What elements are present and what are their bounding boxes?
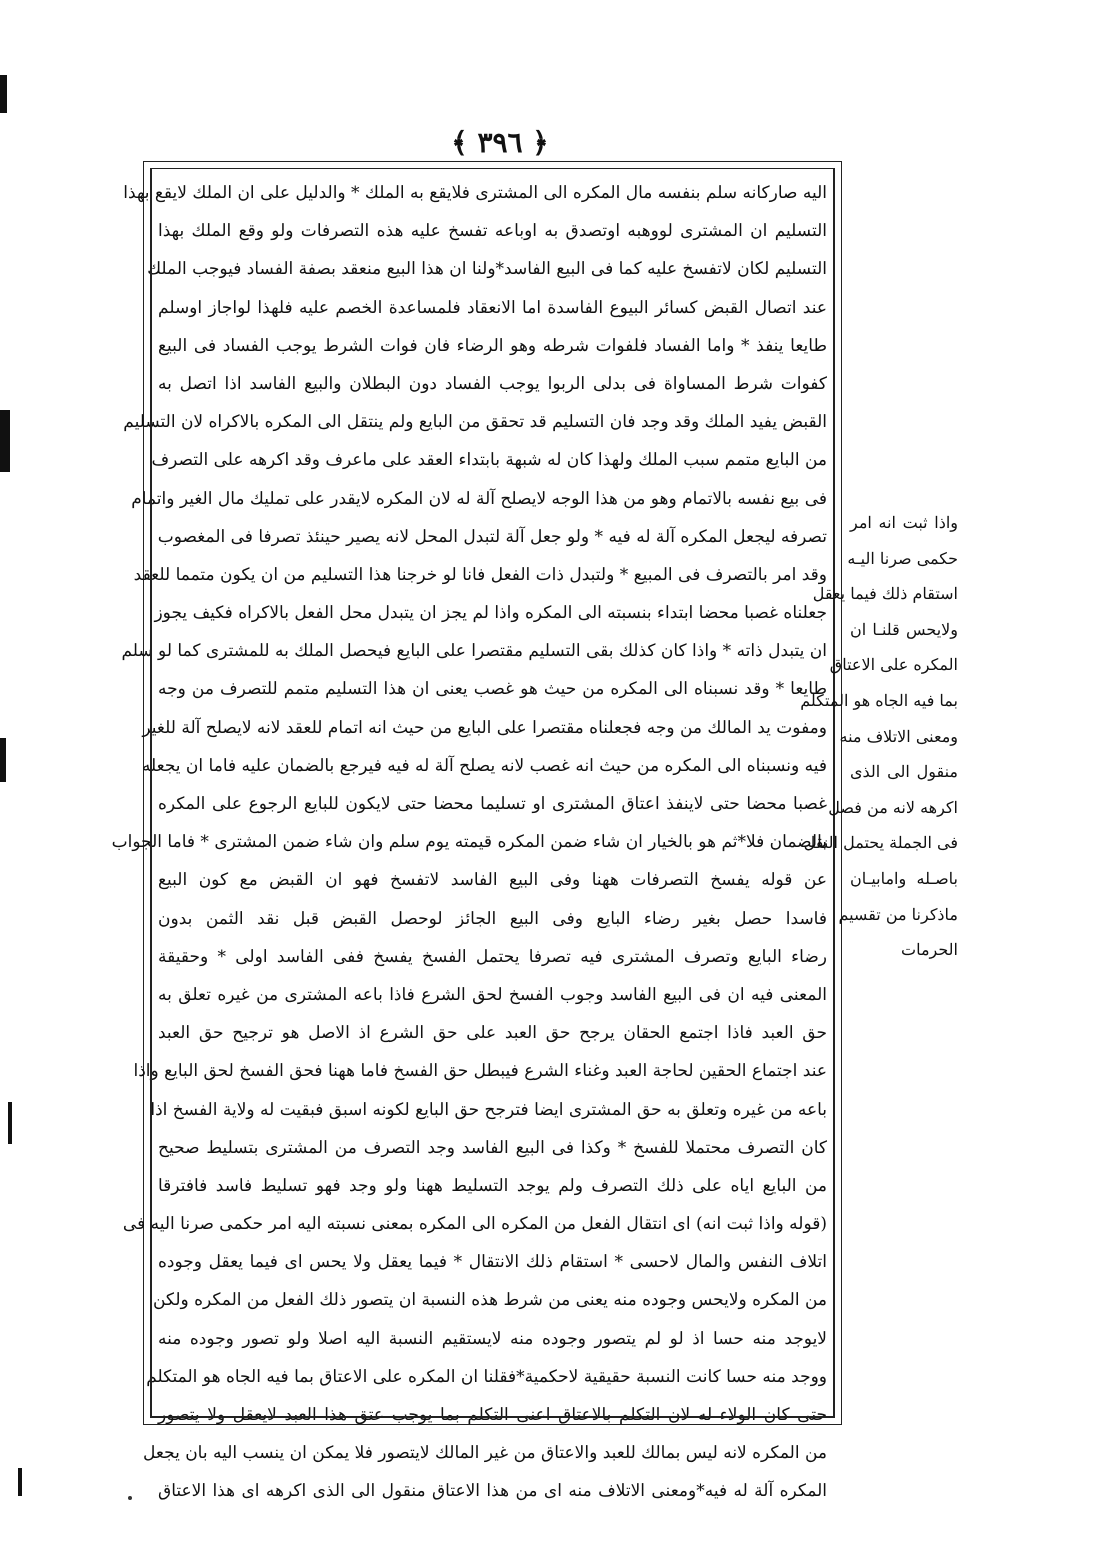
- text-line: كان التصرف محتملا للفسخ * وكذا فى البيع الفاسد وجد التصرف من المشترى بتسليط صحيح: [158, 1137, 827, 1158]
- margin-note-line: ومعنى الاتلاف منه: [839, 726, 958, 746]
- main-text-frame: [111, 161, 842, 1502]
- text-line: من البايع اياه على ذلك التصرف ولم يوجد التسليط ههنا ولو وجد فهو تسليط فاسد فافترقا: [158, 1175, 827, 1196]
- margin-note-line: ولايحس قلنـا ان: [850, 619, 958, 639]
- text-line: اتلاف النفس والمال لاحسى * استقام ذلك الانتقال * فيما يعقل ولا يحس اى فيما يعقل وجوده: [158, 1252, 827, 1273]
- text-line: من المكره ولايحس وجوده منه يعنى من شرط هذه النسبة ان يتصور ذلك الفعل من المكره ولكن: [152, 1290, 827, 1311]
- scan-edge-mark: [0, 75, 7, 113]
- scan-speck: [128, 1496, 132, 1500]
- text-line: لايوجد منه حسا اذ لو لم يتصور وجوده منه لايستقيم النسبة اليه اصلا ولو تصور وجوده منه: [158, 1328, 827, 1349]
- margin-note-line: حكمى صرنا اليـه: [847, 548, 958, 568]
- text-line: فاسدا حصل بغير رضاء البايع وفى البيع الجائز لوحصل القبض قبل نقد الثمن بدون: [158, 908, 827, 929]
- scan-edge-mark: [18, 1468, 22, 1496]
- text-line: ان يتبدل ذاته * واذا كان كذلك بقى التسليم مقتصرا على البايع فيحصل الملك به للمشترى كما لو سلم: [121, 641, 827, 662]
- text-line: التسليم ان المشترى لووهبه اوتصدق به اوباعه تفسخ عليه هذه التصرفات ولو وقع الملك بهذا: [158, 221, 827, 242]
- text-line: حق العبد فاذا اجتمع الحقان يرجح حق العبد على حق الشرع اذ الاصل هو ترجيح حق العبد: [158, 1023, 827, 1044]
- margin-note-line: منقول الى الذى: [850, 762, 958, 782]
- text-line: عند اجتماع الحقين لحاجة العبد وغناء الشرع فيبطل حق الفسخ فاما ههنا فحق الفسخ لحق البايع واذا: [133, 1061, 827, 1082]
- text-line: المعنى فيه ان فى البيع الفاسد وجوب الفسخ لحق الشرع فاذا باعه المشترى من غيره تعلق به: [158, 984, 827, 1005]
- text-line: القبض يفيد الملك وقد وجد فان التسليم قد تحقق من البايع ولم ينتقل الى المكره بالاكراه لان التسليم: [123, 412, 827, 433]
- scan-edge-mark: [0, 738, 6, 782]
- margin-note-line: واذا ثبت انه امر: [850, 513, 958, 532]
- margin-note-line: باصـله وامابيـان: [850, 868, 958, 888]
- text-line: عند اتصال القبض كسائر البيوع الفاسدة اما الانعقاد فلمساعدة الخصم عليه فلهذا لواجاز اوسلم: [158, 297, 827, 318]
- text-line: التسليم لكان لاتفسخ عليه كما فى البيع الفاسد*ولنا ان هذا البيع منعقد بصفة الفساد فيوجب الملك: [147, 259, 827, 280]
- text-line: وقد امر بالتصرف فى المبيع * ولتبدل ذات الفعل فانا لو خرجنا هذا التسليم من ان يكون متمما للعقد: [133, 564, 827, 585]
- text-line: (قوله واذا ثبت انه) اى انتقال الفعل من المكره الى المكره بمعنى نسبته اليه امر حكمى صرنا اليه فى: [122, 1214, 827, 1235]
- text-line: تصرفه ليجعل المكره آلة له فيه * ولو جعل آلة لتبدل المحل لانه يصير حينئذ تصرفا فى المغصوب: [157, 526, 827, 547]
- text-line: ومفوت يد المالك من وجه فجعلناه مقتصرا على البايع من حيث انه اتمام للعقد لانه لايصلح آلة للغير: [142, 717, 827, 738]
- text-line: حتى كان الولاء له لان التكلم بالاعتاق اعنى التكلم بما يوجب عتق هذا العبد لايعقل ولا يتصور: [158, 1405, 827, 1425]
- margin-note-line: فى الجملة يحتمل النقل: [803, 833, 958, 853]
- text-line: غصبا محضا حتى لاينفذ اعتاق المشترى او تسليما محضا حتى لايكون للبايع الرجوع على المكره: [158, 794, 827, 814]
- text-line: من المكره لانه ليس بمالك للعبد والاعتاق من غير المالك لايتصور فلا يمكن ان ينسب اليه بان يجعل: [143, 1443, 827, 1464]
- text-line: عن قوله يفسخ التصرفات ههنا وفى البيع الفاسد لاتفسخ فهو ان القبض مع كون البيع: [158, 870, 827, 891]
- text-line: باعه من غيره وتعلق به حق المشترى ايضا فترجح حق البايع لكونه اسبق فبقيت له ولاية الفسخ اذا: [150, 1099, 827, 1120]
- text-line: ووجد منه حسا كانت النسبة حقيقية لاحكمية*فقلنا ان المكره على الاعتاق بما فيه الجاه هو المتكلم: [146, 1366, 827, 1387]
- text-line: بالضمان فلا*ثم هو بالخيار ان شاء ضمن المكره قيمته يوم سلم وان شاء ضمن المشترى * فاما الجواب: [111, 832, 827, 853]
- margin-note-line: الحرمات: [901, 940, 958, 960]
- margin-note-line: ماذكرنا من تقسيم: [838, 904, 958, 924]
- text-line: طايعا ينفذ * واما الفساد فلفوات شرطه وهو الرضاء فان فوات الشرط يوجب الفساد فى البيع: [158, 335, 827, 356]
- scan-edge-mark: [0, 410, 10, 472]
- main-text-block: [111, 174, 827, 1511]
- text-line: فيه ونسبناه الى المكره من حيث انه غصب لانه يصلح آلة له فيه فيرجع بالضمان عليه فاما ان يجعله: [141, 755, 827, 776]
- scan-edge-mark: [8, 1102, 12, 1144]
- margin-note-line: بما فيه الجاه هو المتكلم: [800, 690, 958, 710]
- text-line: رضاء البايع وتصرف المشترى فيه تصرفا يحتمل الفسخ يفسخ ففى الفاسد اولى * وحقيقة: [158, 946, 827, 967]
- margin-note-line: استقام ذلك فيما يعقل: [812, 584, 958, 604]
- text-line: المكره آلة له فيه*ومعنى الاتلاف منه اى من هذا الاعتاق منقول الى الذى اكرهه اى هذا الاعتاق: [158, 1481, 827, 1502]
- text-line: كفوات شرط المساواة فى بدلى الربوا يوجب الفساد دون البطلان والبيع الفاسد اذا اتصل به: [158, 373, 827, 394]
- text-line: طايعا * وقد نسبناه الى المكره من حيث هو غصب يعنى ان هذا التسليم متمم للتصرف من وجه: [158, 679, 827, 700]
- text-line: فى بيع نفسه بالاتمام وهو من هذا الوجه لايصلح آلة له لان المكره لايقدر على تمليك مال الغير واتمام: [131, 488, 827, 509]
- page-number: ﴿ ٣٩٦ ﴾: [451, 126, 549, 159]
- text-line: جعلناه غصبا محضا ابتداء بنسبته الى المكره واذا لم يجز ان يتبدل محل الفعل بالاكراه فكيف يجوز: [154, 603, 827, 624]
- margin-note: [800, 505, 958, 968]
- margin-note-line: اكرهه لانه من فصل: [828, 797, 958, 817]
- text-line: من البايع متمم سبب الملك ولهذا كان له شبهة بابتداء العقد على ماعرف وقد اكرهه على التصرف: [151, 450, 827, 471]
- margin-note-line: المكره على الاعتاق: [829, 655, 958, 675]
- text-line: اليه صاركانه سلم بنفسه مال المكره الى المشترى فلايقع به الملك * والدليل على ان الملك لايقع بهذا: [123, 183, 827, 203]
